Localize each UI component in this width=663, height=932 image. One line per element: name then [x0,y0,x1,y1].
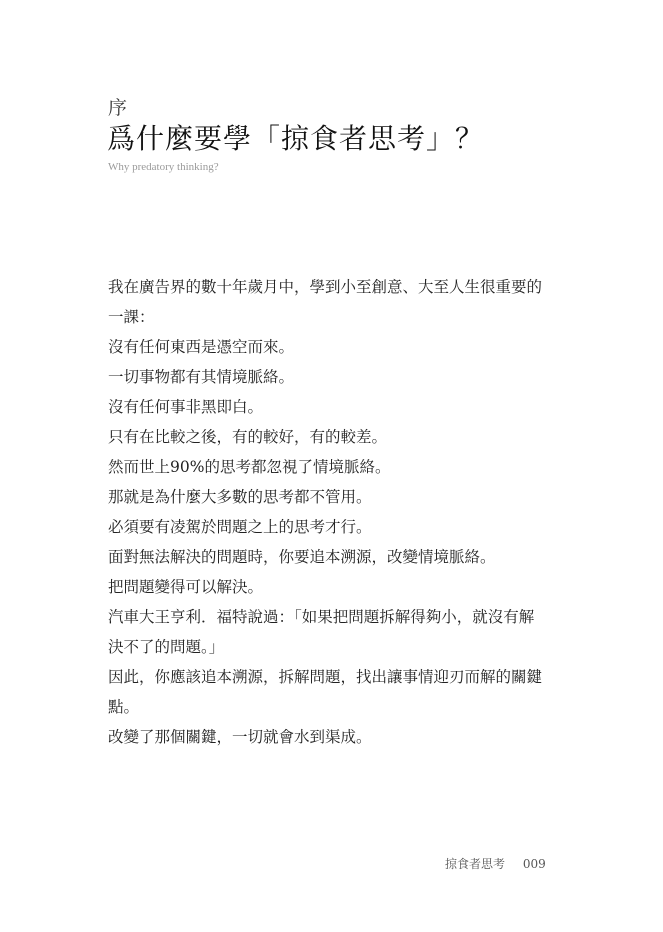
body-line: 改變了那個關鍵，一切就會水到渠成。 [108,728,372,746]
body-line: 我在廣告界的數十年歲月中，學到小至創意、大至人生很重要的 [108,278,543,296]
chapter-subtitle: Why predatory thinking? [108,161,219,173]
body-line: 把問題變得可以解決。 [108,578,264,596]
body-line: 沒有任何事非黑即白。 [108,398,264,416]
body-line: 因此，你應該追本溯源，拆解問題，找出讓事情迎刃而解的關鍵 [108,668,543,686]
body-line: 然而世上90%的思考都忽視了情境脈絡。 [108,458,391,476]
body-line: 那就是為什麼大多數的思考都不管用。 [108,488,372,506]
body-text [108,272,568,752]
body-line: 點。 [108,698,140,716]
body-line: 汽車大王亨利．福特說過：「如果把問題拆解得夠小，就沒有解 [108,608,535,626]
body-line: 只有在比較之後，有的較好，有的較差。 [108,428,388,446]
body-line: 沒有任何東西是憑空而來。 [108,338,295,356]
body-line: 一切事物都有其情境脈絡。 [108,368,295,386]
body-line: 面對無法解決的問題時，你要追本溯源，改變情境脈絡。 [108,548,496,566]
running-title: 掠食者思考 [445,857,506,871]
chapter-title: 爲什麼要學「掠食者思考」？ [107,122,485,155]
chapter-label: 序 [108,97,128,119]
page-footer [445,856,546,872]
page-number: 009 [522,857,546,871]
body-line: 一課： [108,308,155,326]
body-line: 必須要有凌駕於問題之上的思考才行。 [108,518,372,536]
body-line: 決不了的問題。」 [108,638,225,656]
